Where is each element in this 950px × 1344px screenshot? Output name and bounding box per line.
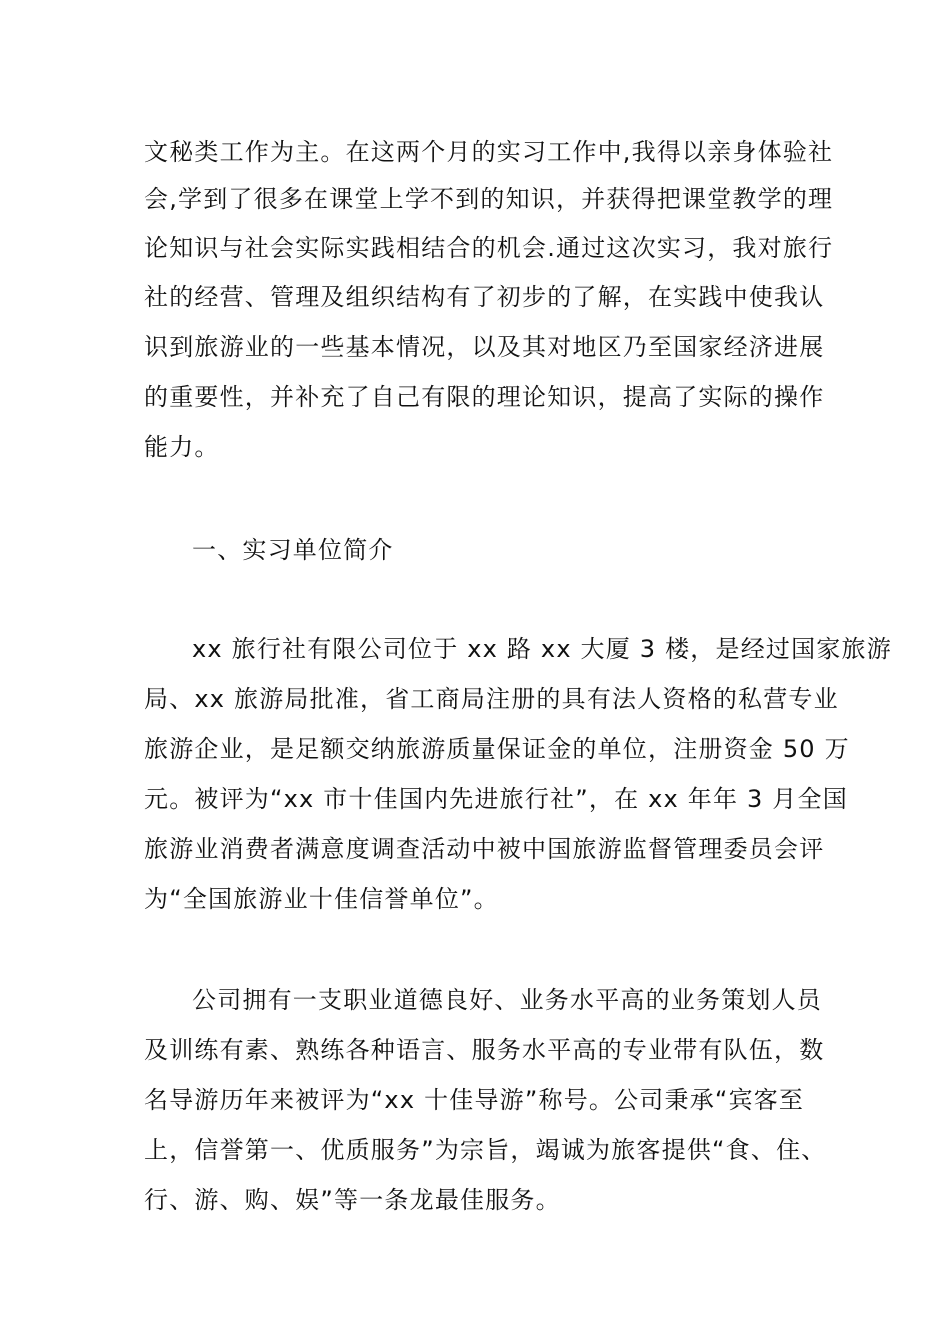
paragraph-1-line-1: 文秘类工作为主。在这两个月的实习工作中,我得以亲身体验社 — [144, 138, 834, 166]
paragraph-2-line-5: 旅游业消费者满意度调查活动中被中国旅游监督管理委员会评 — [144, 835, 825, 863]
section-heading: 一、实习单位简介 — [192, 536, 394, 564]
paragraph-3-line-5: 行、游、购、娱”等一条龙最佳服务。 — [144, 1186, 561, 1214]
paragraph-1-line-7: 能力。 — [144, 433, 220, 461]
paragraph-3-line-3: 名导游历年来被评为“xx 十佳导游”称号。公司秉承“宾客至 — [144, 1086, 805, 1114]
paragraph-3-line-4: 上，信誉第一、优质服务”为宗旨，竭诚为旅客提供“食、住、 — [144, 1136, 827, 1164]
paragraph-1-line-2: 会,学到了很多在课堂上学不到的知识，并获得把课堂教学的理 — [144, 185, 834, 213]
paragraph-2-line-4: 元。被评为“xx 市十佳国内先进旅行社”，在 xx 年年 3 月全国 — [144, 785, 848, 813]
paragraph-1-line-3: 论知识与社会实际实践相结合的机会.通过这次实习，我对旅行 — [144, 234, 834, 262]
paragraph-3-line-1: 公司拥有一支职业道德良好、业务水平高的业务策划人员 — [192, 986, 822, 1014]
paragraph-3-line-2: 及训练有素、熟练各种语言、服务水平高的专业带有队伍，数 — [144, 1036, 825, 1064]
paragraph-1-line-4: 社的经营、管理及组织结构有了初步的了解，在实践中使我认 — [144, 283, 825, 311]
paragraph-2-line-2: 局、xx 旅游局批准，省工商局注册的具有法人资格的私营专业 — [144, 685, 839, 713]
paragraph-1-line-5: 识到旅游业的一些基本情况，以及其对地区乃至国家经济进展 — [144, 333, 825, 361]
paragraph-2-line-1: xx 旅行社有限公司位于 xx 路 xx 大厦 3 楼，是经过国家旅游 — [192, 635, 892, 663]
paragraph-2-line-6: 为“全国旅游业十佳信誉单位”。 — [144, 885, 499, 913]
paragraph-1-line-6: 的重要性，并补充了自己有限的理论知识，提高了实际的操作 — [144, 383, 825, 411]
paragraph-2-line-3: 旅游企业，是足额交纳旅游质量保证金的单位，注册资金 50 万 — [144, 735, 850, 763]
